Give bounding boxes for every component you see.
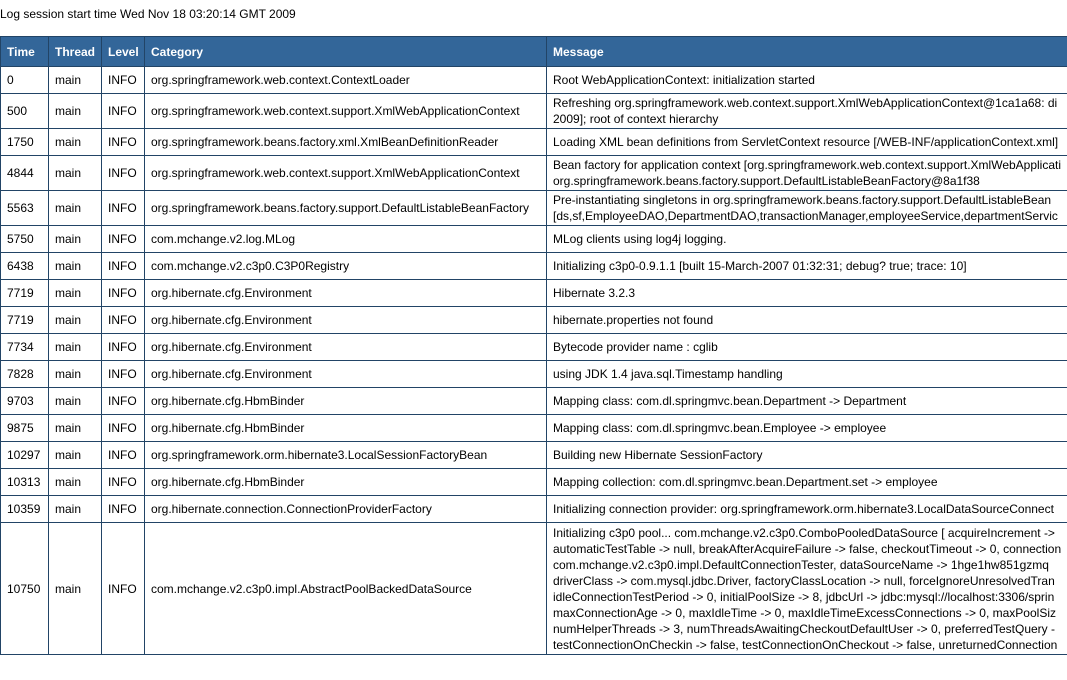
message-cell xyxy=(547,307,1067,334)
header-thread: Thread xyxy=(49,37,102,67)
level-cell: INFO xyxy=(102,523,145,655)
message-line: testConnectionOnCheckin -> false, testConnectionOnCheckout -> false, unreturnedConnection xyxy=(553,637,1058,652)
table-row xyxy=(1,94,1067,129)
level-cell: INFO xyxy=(102,67,145,94)
table-row xyxy=(1,226,1067,253)
category-cell: org.springframework.orm.hibernate3.LocalSessionFactoryBean xyxy=(145,442,547,469)
message-cell xyxy=(547,253,1067,280)
header-message: Message xyxy=(547,37,1067,67)
time-cell: 10750 xyxy=(1,523,49,655)
message-line: driverClass -> com.mysql.jdbc.Driver, factoryClassLocation -> null, forceIgnoreUnresolvedTran xyxy=(553,573,1055,588)
header-time: Time xyxy=(1,37,49,67)
category-cell: org.hibernate.cfg.Environment xyxy=(145,280,547,307)
thread-cell: main xyxy=(49,334,102,361)
category-cell: org.hibernate.cfg.HbmBinder xyxy=(145,415,547,442)
category-cell: org.hibernate.connection.ConnectionProviderFactory xyxy=(145,496,547,523)
message-line: Initializing c3p0-0.9.1.1 [built 15-March-2007 01:32:31; debug? true; trace: 10] xyxy=(553,259,967,273)
message-line: Bytecode provider name : cglib xyxy=(553,340,718,354)
thread-cell: main xyxy=(49,388,102,415)
message-cell xyxy=(547,361,1067,388)
thread-cell: main xyxy=(49,191,102,226)
message-line: Refreshing org.springframework.web.context.support.XmlWebApplicationContext@1ca1a68: di xyxy=(553,96,1058,110)
message-line: MLog clients using log4j logging. xyxy=(553,232,727,246)
table-row xyxy=(1,415,1067,442)
level-cell: INFO xyxy=(102,280,145,307)
level-cell: INFO xyxy=(102,334,145,361)
time-cell: 10313 xyxy=(1,469,49,496)
message-line: Pre-instantiating singletons in org.springframework.beans.factory.support.DefaultListableBean xyxy=(553,193,1052,207)
thread-cell: main xyxy=(49,226,102,253)
table-row xyxy=(1,156,1067,191)
level-cell: INFO xyxy=(102,191,145,226)
time-cell: 1750 xyxy=(1,129,49,156)
message-cell xyxy=(547,334,1067,361)
category-cell: org.hibernate.cfg.Environment xyxy=(145,334,547,361)
category-cell: org.hibernate.cfg.HbmBinder xyxy=(145,388,547,415)
message-line: automaticTestTable -> null, breakAfterAcquireFailure -> false, checkoutTimeout -> 0, connection xyxy=(553,541,1062,556)
category-cell: org.springframework.beans.factory.xml.XmlBeanDefinitionReader xyxy=(145,129,547,156)
table-row xyxy=(1,253,1067,280)
category-cell: org.springframework.web.context.support.XmlWebApplicationContext xyxy=(145,94,547,129)
level-cell: INFO xyxy=(102,94,145,129)
message-line: Hibernate 3.2.3 xyxy=(553,286,636,300)
message-line: Mapping class: com.dl.springmvc.bean.Department -> Department xyxy=(553,394,907,408)
time-cell: 5750 xyxy=(1,226,49,253)
level-cell: INFO xyxy=(102,496,145,523)
category-cell: com.mchange.v2.c3p0.impl.AbstractPoolBackedDataSource xyxy=(145,523,547,655)
time-cell: 0 xyxy=(1,67,49,94)
header-level: Level xyxy=(102,37,145,67)
message-cell xyxy=(547,94,1067,129)
message-line: Initializing c3p0 pool... com.mchange.v2.c3p0.ComboPooledDataSource [ acquireIncrement -> xyxy=(553,525,1055,540)
time-cell: 7734 xyxy=(1,334,49,361)
message-cell xyxy=(547,442,1067,469)
time-cell: 9703 xyxy=(1,388,49,415)
message-cell xyxy=(547,191,1067,226)
message-cell xyxy=(547,523,1067,655)
time-cell: 10297 xyxy=(1,442,49,469)
time-cell: 4844 xyxy=(1,156,49,191)
message-line: Mapping class: com.dl.springmvc.bean.Employee -> employee xyxy=(553,421,887,435)
thread-cell: main xyxy=(49,307,102,334)
table-row xyxy=(1,361,1067,388)
thread-cell: main xyxy=(49,415,102,442)
category-cell: com.mchange.v2.c3p0.C3P0Registry xyxy=(145,253,547,280)
category-cell: org.hibernate.cfg.Environment xyxy=(145,307,547,334)
table-row xyxy=(1,280,1067,307)
level-cell: INFO xyxy=(102,388,145,415)
message-line: using JDK 1.4 java.sql.Timestamp handling xyxy=(553,367,783,381)
table-row xyxy=(1,334,1067,361)
header-row xyxy=(1,37,1067,67)
message-line: idleConnectionTestPeriod -> 0, initialPoolSize -> 8, jdbcUrl -> jdbc:mysql://localhost:3306/sprin xyxy=(553,589,1055,604)
message-cell xyxy=(547,156,1067,191)
thread-cell: main xyxy=(49,469,102,496)
time-cell: 6438 xyxy=(1,253,49,280)
level-cell: INFO xyxy=(102,361,145,388)
message-line: hibernate.properties not found xyxy=(553,313,714,327)
thread-cell: main xyxy=(49,129,102,156)
message-cell xyxy=(547,469,1067,496)
time-cell: 500 xyxy=(1,94,49,129)
log-table-body xyxy=(1,67,1067,655)
level-cell: INFO xyxy=(102,442,145,469)
table-row xyxy=(1,523,1067,655)
table-row xyxy=(1,469,1067,496)
category-cell: com.mchange.v2.log.MLog xyxy=(145,226,547,253)
message-line: Bean factory for application context [org.springframework.web.context.support.XmlWebApplicati xyxy=(553,158,1062,172)
message-line: Initializing connection provider: org.springframework.orm.hibernate3.LocalDataSourceConnect xyxy=(553,502,1054,516)
level-cell: INFO xyxy=(102,129,145,156)
category-cell: org.hibernate.cfg.HbmBinder xyxy=(145,469,547,496)
thread-cell: main xyxy=(49,156,102,191)
time-cell: 9875 xyxy=(1,415,49,442)
table-row xyxy=(1,129,1067,156)
table-row xyxy=(1,191,1067,226)
table-row xyxy=(1,496,1067,523)
thread-cell: main xyxy=(49,496,102,523)
time-cell: 7719 xyxy=(1,280,49,307)
category-cell: org.springframework.web.context.ContextLoader xyxy=(145,67,547,94)
message-cell xyxy=(547,226,1067,253)
thread-cell: main xyxy=(49,280,102,307)
message-line: org.springframework.beans.factory.support.DefaultListableBeanFactory@8a1f38 xyxy=(553,174,980,188)
message-line: numHelperThreads -> 3, numThreadsAwaitingCheckoutDefaultUser -> 0, preferredTestQuery - xyxy=(553,621,1056,636)
message-line: Mapping collection: com.dl.springmvc.bean.Department.set -> employee xyxy=(553,475,938,489)
thread-cell: main xyxy=(49,253,102,280)
category-cell: org.springframework.web.context.support.XmlWebApplicationContext xyxy=(145,156,547,191)
time-cell: 7719 xyxy=(1,307,49,334)
level-cell: INFO xyxy=(102,253,145,280)
header-category: Category xyxy=(145,37,547,67)
time-cell: 5563 xyxy=(1,191,49,226)
message-cell xyxy=(547,496,1067,523)
thread-cell: main xyxy=(49,94,102,129)
level-cell: INFO xyxy=(102,226,145,253)
message-line: Loading XML bean definitions from ServletContext resource [/WEB-INF/applicationContext.xml] xyxy=(553,135,1059,149)
message-cell xyxy=(547,67,1067,94)
time-cell: 7828 xyxy=(1,361,49,388)
level-cell: INFO xyxy=(102,415,145,442)
message-cell xyxy=(547,129,1067,156)
message-line: Building new Hibernate SessionFactory xyxy=(553,448,763,462)
log-table xyxy=(0,36,1067,655)
message-line: Root WebApplicationContext: initialization started xyxy=(553,73,815,87)
category-cell: org.hibernate.cfg.Environment xyxy=(145,361,547,388)
message-line: [ds,sf,EmployeeDAO,DepartmentDAO,transactionManager,employeeService,departmentServic xyxy=(553,209,1058,223)
table-row xyxy=(1,388,1067,415)
message-cell xyxy=(547,415,1067,442)
thread-cell: main xyxy=(49,67,102,94)
thread-cell: main xyxy=(49,442,102,469)
category-cell: org.springframework.beans.factory.support.DefaultListableBeanFactory xyxy=(145,191,547,226)
message-line: maxConnectionAge -> 0, maxIdleTime -> 0, maxIdleTimeExcessConnections -> 0, maxPoolSiz xyxy=(553,605,1056,620)
message-line: 2009]; root of context hierarchy xyxy=(553,112,719,126)
message-cell xyxy=(547,388,1067,415)
message-cell xyxy=(547,280,1067,307)
thread-cell: main xyxy=(49,361,102,388)
table-row xyxy=(1,307,1067,334)
session-start-text: Log session start time Wed Nov 18 03:20:14 GMT 2009 xyxy=(0,7,296,21)
message-line: com.mchange.v2.c3p0.impl.DefaultConnectionTester, dataSourceName -> 1hge1hw851gzmq xyxy=(553,557,1049,572)
time-cell: 10359 xyxy=(1,496,49,523)
table-row xyxy=(1,67,1067,94)
level-cell: INFO xyxy=(102,156,145,191)
level-cell: INFO xyxy=(102,307,145,334)
thread-cell: main xyxy=(49,523,102,655)
level-cell: INFO xyxy=(102,469,145,496)
table-row xyxy=(1,442,1067,469)
